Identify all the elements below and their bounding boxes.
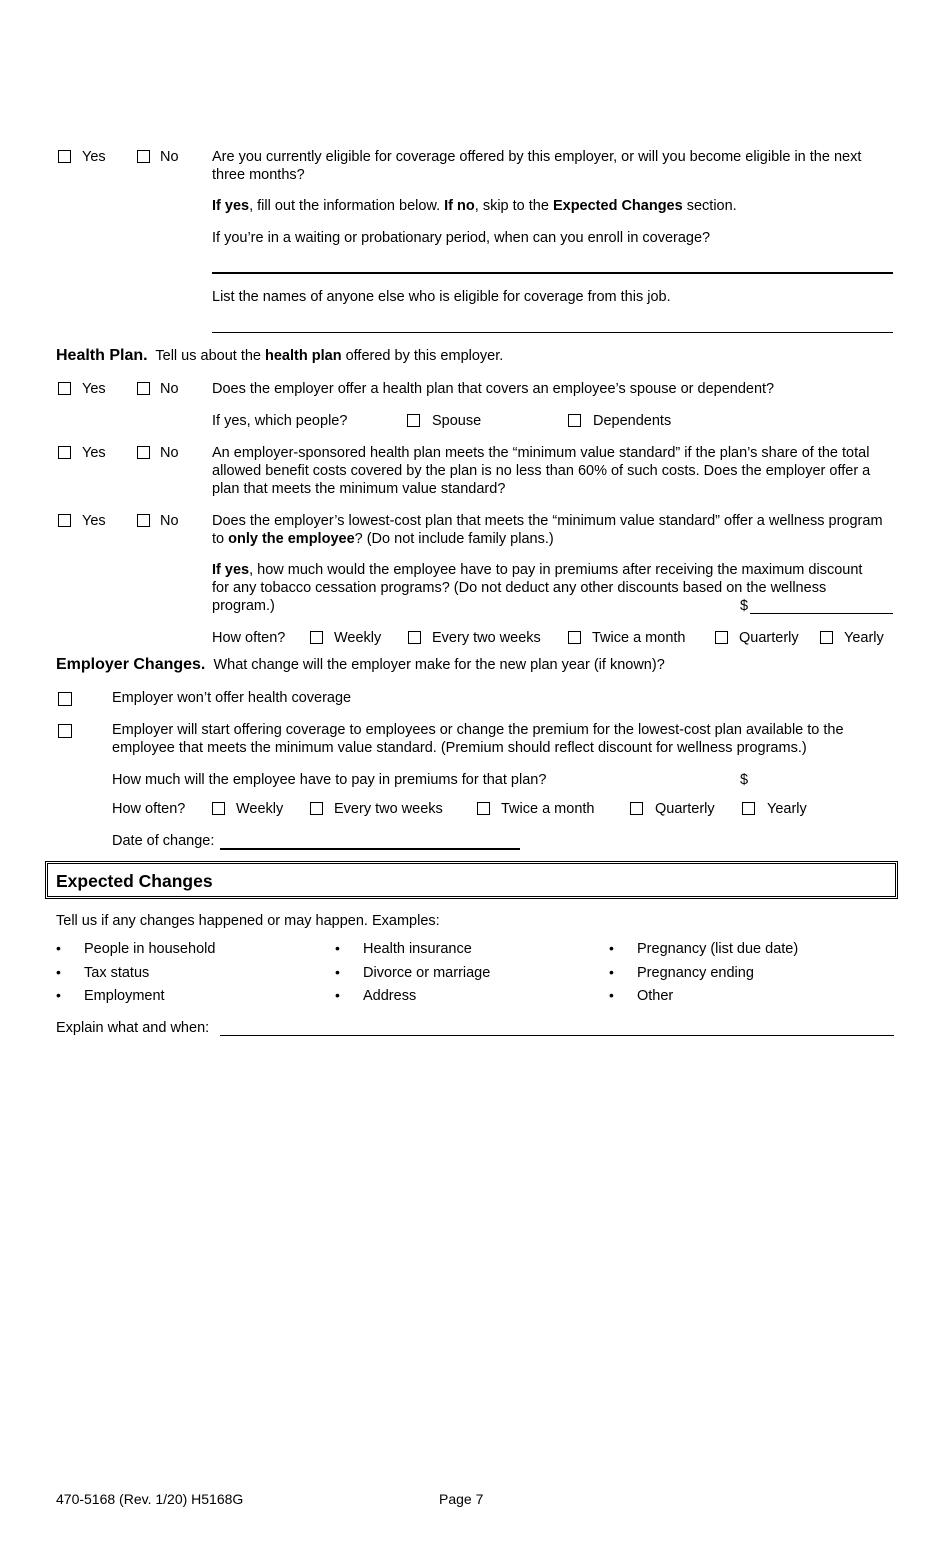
bullet-icon: • — [335, 964, 340, 980]
emp-freq-biweekly-checkbox[interactable] — [310, 802, 323, 815]
emp-freq-quarterly-checkbox[interactable] — [630, 802, 643, 815]
min-value-no-label: No — [160, 445, 179, 461]
freq-twice-month-checkbox[interactable] — [568, 631, 581, 644]
emp-freq-yearly-label: Yearly — [767, 801, 807, 817]
bullet-icon: • — [56, 964, 61, 980]
start-offering-label: Employer will start offering coverage to employees or change the premium for the lowest-cost plan available to the employee that meets the minimum value standard. (Premium should reflect discount for wellness programs.) — [112, 722, 844, 756]
emp-freq-twice-month-label: Twice a month — [501, 801, 595, 817]
expected-changes-intro: Tell us if any changes happened or may happen. Examples: — [56, 913, 440, 929]
premium-amount-line[interactable] — [750, 613, 893, 614]
bullet-icon: • — [609, 940, 614, 956]
waiting-period-question: If you’re in a waiting or probationary period, when can you enroll in coverage? — [212, 230, 711, 246]
freq-yearly-checkbox[interactable] — [820, 631, 833, 644]
spouse-plan-yes-checkbox[interactable] — [58, 382, 71, 395]
eligible-yes-label: Yes — [82, 149, 106, 165]
expected-changes-title: Expected Changes — [56, 871, 213, 891]
employer-changes-heading: Employer Changes. — [56, 656, 206, 673]
employer-premium-dollar: $ — [740, 772, 749, 788]
bullet-icon: • — [609, 964, 614, 980]
example-employment: Employment — [84, 988, 165, 1004]
example-people-household: People in household — [84, 941, 216, 957]
eligibility-question: Are you currently eligible for coverage offered by this employer, or will you become eligible in the next three months? — [212, 149, 862, 183]
how-often-label: How often? — [212, 630, 286, 646]
freq-biweekly-label: Every two weeks — [432, 630, 541, 646]
example-other: Other — [637, 988, 674, 1004]
spouse-plan-no-checkbox[interactable] — [137, 382, 150, 395]
wellness-no-label: No — [160, 513, 179, 529]
min-value-yes-checkbox[interactable] — [58, 446, 71, 459]
start-offering-checkbox[interactable] — [58, 724, 72, 738]
waiting-period-answer-line[interactable] — [212, 272, 893, 274]
example-tax-status: Tax status — [84, 965, 150, 981]
min-value-no-checkbox[interactable] — [137, 446, 150, 459]
eligible-names-answer-line[interactable] — [212, 332, 893, 333]
health-plan-intro: Health Plan. Tell us about the health plan offered by this employer. — [56, 347, 504, 364]
bullet-icon: • — [609, 987, 614, 1003]
example-divorce-marriage: Divorce or marriage — [363, 965, 491, 981]
employer-premium-question: How much will the employee have to pay in premiums for that plan? — [112, 772, 547, 788]
explain-answer-line[interactable] — [220, 1035, 894, 1036]
date-of-change-label: Date of change: — [112, 833, 215, 849]
dependents-checkbox[interactable] — [568, 414, 581, 427]
bullet-icon: • — [335, 940, 340, 956]
freq-twice-month-label: Twice a month — [592, 630, 686, 646]
min-value-question: An employer-sponsored health plan meets the “minimum value standard” if the plan’s share of the total allowed benefit costs covered by the plan is no less than 60% of such costs. Does the employer offer a plan that meets the minimum value standard? — [212, 445, 871, 497]
eligible-yes-checkbox[interactable] — [58, 150, 71, 163]
emp-freq-quarterly-label: Quarterly — [655, 801, 715, 817]
spouse-plan-yes-label: Yes — [82, 381, 106, 397]
date-of-change-line[interactable] — [220, 848, 520, 850]
wellness-no-checkbox[interactable] — [137, 514, 150, 527]
freq-weekly-label: Weekly — [334, 630, 382, 646]
eligibility-instructions: If yes, fill out the information below. If no, skip to the Expected Changes section. — [212, 198, 737, 214]
premium-question: If yes, how much would the employee have to pay in premiums after receiving the maximum discount for any tobacco cessation programs? (Do not deduct any other discounts based on the wellness program.) — [212, 562, 863, 614]
eligible-no-label: No — [160, 149, 179, 165]
wellness-question: Does the employer’s lowest-cost plan that meets the “minimum value standard” offer a wellness program to only the employee? (Do not include family plans.) — [212, 513, 883, 547]
spouse-plan-no-label: No — [160, 381, 179, 397]
bullet-icon: • — [56, 987, 61, 1003]
spouse-label: Spouse — [432, 413, 482, 429]
wellness-yes-label: Yes — [82, 513, 106, 529]
example-pregnancy-ending: Pregnancy ending — [637, 965, 754, 981]
employer-changes-intro: Employer Changes. What change will the employer make for the new plan year (if known)? — [56, 656, 665, 673]
which-people-label: If yes, which people? — [212, 413, 348, 429]
spouse-plan-question: Does the employer offer a health plan that covers an employee’s spouse or dependent? — [212, 381, 775, 397]
emp-freq-weekly-checkbox[interactable] — [212, 802, 225, 815]
no-coverage-label: Employer won’t offer health coverage — [112, 690, 352, 706]
spouse-checkbox[interactable] — [407, 414, 420, 427]
emp-freq-yearly-checkbox[interactable] — [742, 802, 755, 815]
no-coverage-checkbox[interactable] — [58, 692, 72, 706]
health-plan-heading: Health Plan. — [56, 347, 148, 364]
explain-label: Explain what and when: — [56, 1020, 210, 1036]
eligible-no-checkbox[interactable] — [137, 150, 150, 163]
emp-freq-biweekly-label: Every two weeks — [334, 801, 443, 817]
premium-dollar-sign: $ — [740, 598, 749, 614]
freq-yearly-label: Yearly — [844, 630, 884, 646]
freq-biweekly-checkbox[interactable] — [408, 631, 421, 644]
eligible-names-prompt: List the names of anyone else who is eligible for coverage from this job. — [212, 289, 671, 305]
wellness-yes-checkbox[interactable] — [58, 514, 71, 527]
page-number: Page 7 — [439, 1491, 484, 1507]
emp-freq-weekly-label: Weekly — [236, 801, 284, 817]
expected-changes-header-box — [45, 861, 898, 899]
example-address: Address — [363, 988, 417, 1004]
example-health-insurance: Health insurance — [363, 941, 472, 957]
form-id: 470-5168 (Rev. 1/20) H5168G — [56, 1491, 244, 1507]
dependents-label: Dependents — [593, 413, 672, 429]
emp-freq-twice-month-checkbox[interactable] — [477, 802, 490, 815]
employer-how-often-label: How often? — [112, 801, 186, 817]
example-pregnancy: Pregnancy (list due date) — [637, 941, 799, 957]
freq-quarterly-checkbox[interactable] — [715, 631, 728, 644]
freq-weekly-checkbox[interactable] — [310, 631, 323, 644]
freq-quarterly-label: Quarterly — [739, 630, 799, 646]
min-value-yes-label: Yes — [82, 445, 106, 461]
bullet-icon: • — [56, 940, 61, 956]
bullet-icon: • — [335, 987, 340, 1003]
